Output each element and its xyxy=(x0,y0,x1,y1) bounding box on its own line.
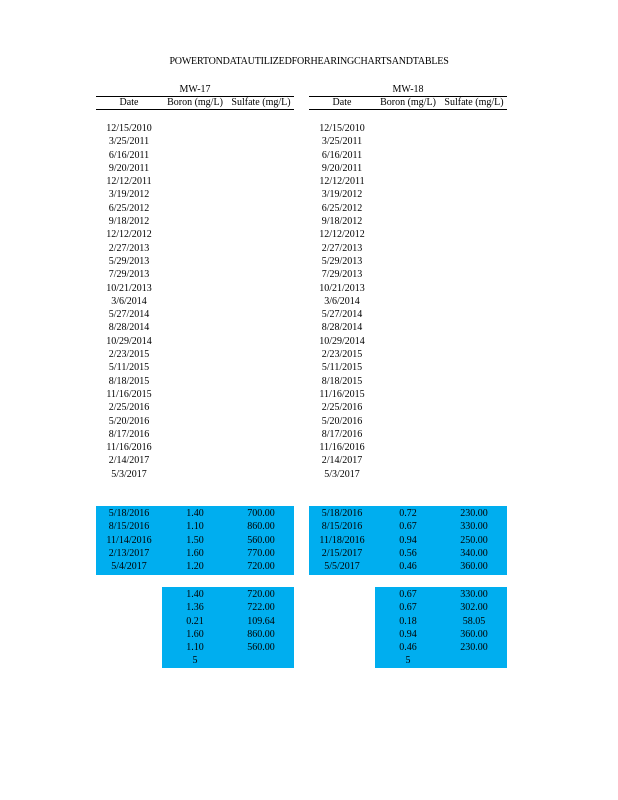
well-label: MW-17 xyxy=(179,84,211,95)
date-cell: 12/12/2012 xyxy=(319,229,365,241)
summary-stats-block xyxy=(162,587,294,668)
stat-row xyxy=(375,588,507,601)
boron-cell: 0.46 xyxy=(399,642,417,654)
stat-row xyxy=(162,654,294,667)
sulfate-cell xyxy=(441,654,507,667)
sulfate-cell xyxy=(228,654,294,667)
sulfate-cell: 722.00 xyxy=(247,602,275,614)
sulfate-cell: 560.00 xyxy=(247,642,275,654)
sulfate-cell: 109.64 xyxy=(247,615,275,627)
date-cell: 11/14/2016 xyxy=(106,534,152,546)
sulfate-cell: 720.00 xyxy=(247,561,275,573)
date-cell: 11/16/2015 xyxy=(106,388,152,400)
boron-cell: 1.40 xyxy=(186,589,204,600)
date-cell: 5/4/2017 xyxy=(111,561,147,573)
header-row xyxy=(309,96,507,110)
sulfate-cell: 560.00 xyxy=(247,534,275,546)
date-cell: 3/19/2012 xyxy=(108,189,150,201)
date-list xyxy=(96,122,162,481)
boron-cell: 0.67 xyxy=(399,602,417,614)
date-cell: 12/15/2010 xyxy=(106,123,152,134)
date-cell: 7/29/2013 xyxy=(321,269,363,281)
date-cell: 7/29/2013 xyxy=(108,269,150,281)
header-date: Date xyxy=(119,97,139,108)
boron-cell: 0.21 xyxy=(186,615,204,627)
date-cell: 11/16/2016 xyxy=(319,442,365,454)
table-row xyxy=(309,507,507,520)
sulfate-cell: 230.00 xyxy=(460,508,488,519)
sulfate-cell: 360.00 xyxy=(460,628,488,640)
date-cell: 5/11/2015 xyxy=(108,362,150,374)
boron-cell: 1.60 xyxy=(186,628,204,640)
table-row xyxy=(309,547,507,560)
date-cell: 2/15/2017 xyxy=(321,547,363,559)
date-cell: 2/13/2017 xyxy=(108,547,150,559)
boron-cell: 0.18 xyxy=(399,615,417,627)
boron-cell: 1.10 xyxy=(186,521,204,533)
table-row xyxy=(96,520,294,533)
date-cell: 8/17/2016 xyxy=(108,428,150,440)
table-row xyxy=(96,534,294,547)
header-date: Date xyxy=(332,97,352,108)
sulfate-cell: 330.00 xyxy=(460,521,488,533)
date-cell: 2/27/2013 xyxy=(321,242,363,254)
table-row xyxy=(96,547,294,560)
boron-cell: 1.50 xyxy=(186,534,204,546)
boron-cell: 0.67 xyxy=(399,521,417,533)
date-cell: 3/25/2011 xyxy=(321,136,363,148)
boron-cell: 0.67 xyxy=(399,589,417,600)
table-mw-18 xyxy=(309,84,507,667)
date-cell: 9/20/2011 xyxy=(108,162,150,174)
date-cell: 11/18/2016 xyxy=(319,534,365,546)
date-cell: 10/21/2013 xyxy=(106,282,152,294)
header-sulfate: Sulfate (mg/L) xyxy=(444,97,504,108)
date-list xyxy=(309,122,375,481)
stat-row xyxy=(162,588,294,601)
date-cell: 2/14/2017 xyxy=(108,455,150,467)
date-cell: 8/15/2016 xyxy=(321,521,363,533)
sulfate-cell: 302.00 xyxy=(460,602,488,614)
date-cell: 9/18/2012 xyxy=(321,216,363,228)
date-cell: 12/12/2012 xyxy=(106,229,152,241)
boron-cell: 5 xyxy=(405,655,411,667)
boron-cell: 0.56 xyxy=(399,547,417,559)
date-cell: 10/29/2014 xyxy=(319,335,365,347)
date-cell: 3/6/2014 xyxy=(111,295,147,307)
date-cell: 5/20/2016 xyxy=(321,415,363,427)
stat-row xyxy=(375,641,507,654)
table-row xyxy=(309,534,507,547)
date-cell: 5/29/2013 xyxy=(321,255,363,267)
date-cell: 12/15/2010 xyxy=(319,123,365,134)
date-cell: 11/16/2016 xyxy=(106,442,152,454)
date-cell: 5/11/2015 xyxy=(321,362,363,374)
date-cell: 5/27/2014 xyxy=(321,309,363,321)
date-cell: 2/25/2016 xyxy=(321,402,363,414)
sulfate-cell: 860.00 xyxy=(247,521,275,533)
date-cell: 6/25/2012 xyxy=(108,202,150,214)
date-cell: 5/5/2017 xyxy=(324,561,360,573)
date-cell: 2/27/2013 xyxy=(108,242,150,254)
date-cell: 11/16/2015 xyxy=(319,388,365,400)
header-boron: Boron (mg/L) xyxy=(380,97,436,108)
sulfate-cell: 860.00 xyxy=(247,628,275,640)
sulfate-cell: 770.00 xyxy=(247,547,275,559)
sulfate-cell: 230.00 xyxy=(460,642,488,654)
date-cell: 2/23/2015 xyxy=(321,349,363,361)
date-cell: 9/18/2012 xyxy=(108,216,150,228)
date-cell: 5/18/2016 xyxy=(321,508,363,519)
date-cell: 3/25/2011 xyxy=(108,136,150,148)
summary-stats-block xyxy=(375,587,507,668)
table-row xyxy=(96,507,294,520)
date-cell: 5/29/2013 xyxy=(108,255,150,267)
date-cell: 10/29/2014 xyxy=(106,335,152,347)
date-cell: 8/18/2015 xyxy=(321,375,363,387)
date-cell: 6/16/2011 xyxy=(321,149,363,161)
date-cell: 5/18/2016 xyxy=(108,508,150,519)
table-row xyxy=(96,560,294,573)
date-cell: 9/20/2011 xyxy=(321,162,363,174)
date-cell: 8/28/2014 xyxy=(108,322,150,334)
header-boron: Boron (mg/L) xyxy=(167,97,223,108)
date-cell: 8/28/2014 xyxy=(321,322,363,334)
sulfate-cell: 340.00 xyxy=(460,547,488,559)
date-cell: 3/6/2014 xyxy=(324,295,360,307)
table-row xyxy=(309,560,507,573)
date-cell: 2/14/2017 xyxy=(321,455,363,467)
stat-row xyxy=(375,628,507,641)
boron-cell: 1.40 xyxy=(186,508,204,519)
date-cell: 2/25/2016 xyxy=(108,402,150,414)
boron-cell: 0.46 xyxy=(399,561,417,573)
date-cell: 12/12/2011 xyxy=(319,176,365,188)
date-cell: 5/3/2017 xyxy=(324,468,360,480)
date-cell: 6/25/2012 xyxy=(321,202,363,214)
sulfate-cell: 330.00 xyxy=(460,589,488,600)
date-cell: 8/15/2016 xyxy=(108,521,150,533)
sulfate-cell: 58.05 xyxy=(462,615,486,627)
boron-cell: 0.72 xyxy=(399,508,417,519)
boron-cell: 1.36 xyxy=(186,602,204,614)
stat-row xyxy=(375,615,507,628)
well-label: MW-18 xyxy=(392,84,424,95)
date-cell: 2/23/2015 xyxy=(108,349,150,361)
sulfate-cell: 700.00 xyxy=(247,508,275,519)
table-row xyxy=(309,520,507,533)
date-cell: 10/21/2013 xyxy=(319,282,365,294)
stat-row xyxy=(162,628,294,641)
document-title: POWERTONDATAUTILIZEDFORHEARINGCHARTSANDTABLES xyxy=(169,56,449,67)
boron-cell: 1.10 xyxy=(186,642,204,654)
boron-cell: 1.60 xyxy=(186,547,204,559)
sulfate-cell: 250.00 xyxy=(460,534,488,546)
recent-results-block xyxy=(309,506,507,575)
date-cell: 12/12/2011 xyxy=(106,176,152,188)
boron-cell: 1.20 xyxy=(186,561,204,573)
stat-row xyxy=(162,601,294,614)
stat-row xyxy=(162,641,294,654)
stat-row xyxy=(375,601,507,614)
date-cell: 5/20/2016 xyxy=(108,415,150,427)
recent-results-block xyxy=(96,506,294,575)
boron-cell: 0.94 xyxy=(399,534,417,546)
boron-cell: 0.94 xyxy=(399,628,417,640)
boron-cell: 5 xyxy=(192,655,198,667)
header-sulfate: Sulfate (mg/L) xyxy=(231,97,291,108)
sulfate-cell: 360.00 xyxy=(460,561,488,573)
table-mw-17 xyxy=(96,84,294,667)
stat-row xyxy=(162,615,294,628)
date-cell: 5/3/2017 xyxy=(111,468,147,480)
date-cell: 6/16/2011 xyxy=(108,149,150,161)
date-cell: 5/27/2014 xyxy=(108,309,150,321)
header-row xyxy=(96,96,294,110)
sulfate-cell: 720.00 xyxy=(247,589,275,600)
stat-row xyxy=(375,654,507,667)
date-cell: 3/19/2012 xyxy=(321,189,363,201)
date-cell: 8/18/2015 xyxy=(108,375,150,387)
date-cell: 8/17/2016 xyxy=(321,428,363,440)
